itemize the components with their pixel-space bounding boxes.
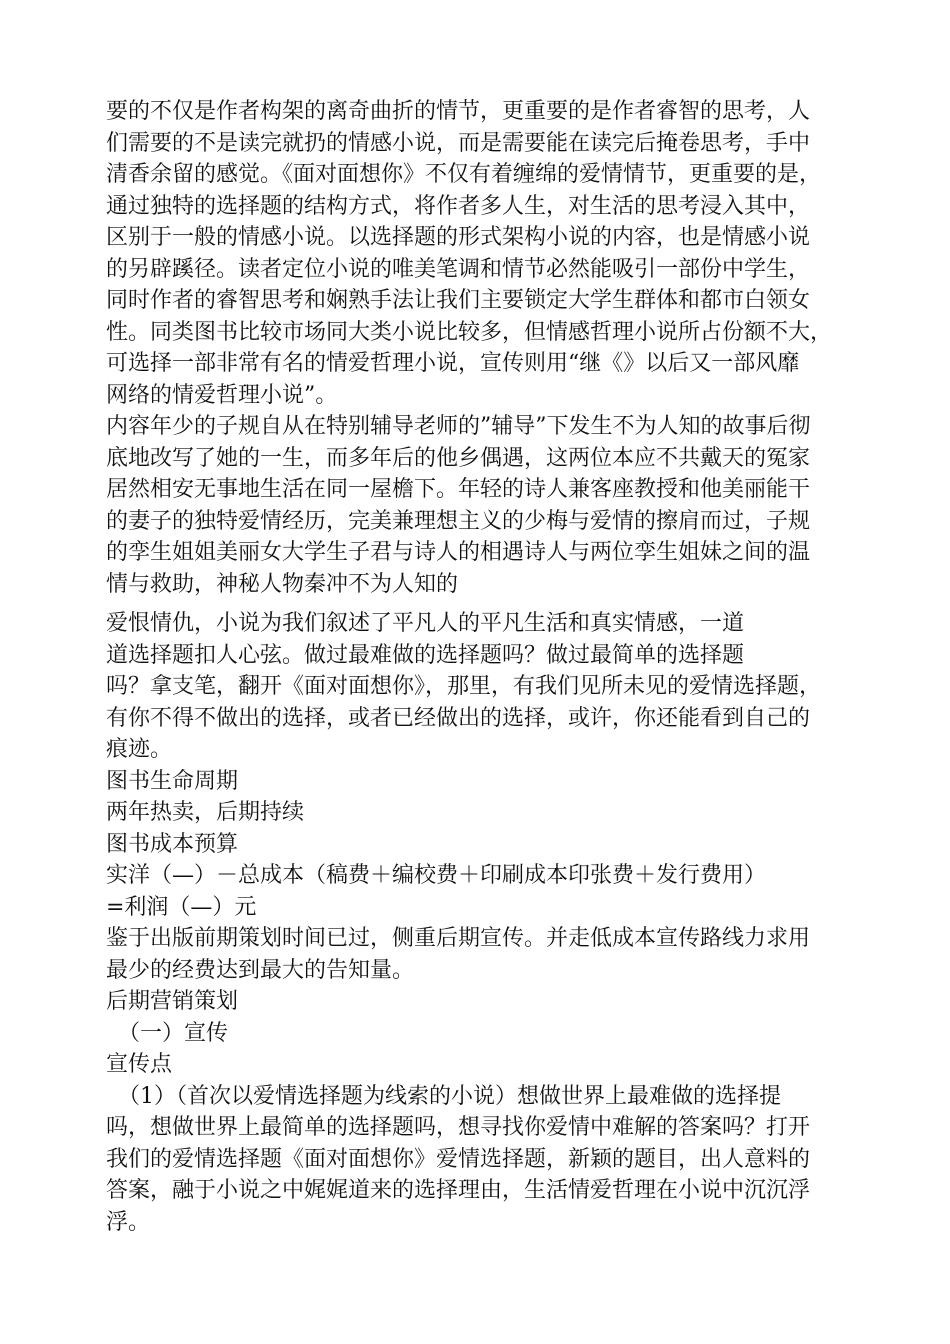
budget-heading: 图书成本预算 — [106, 831, 239, 857]
text-line: 性。同类图书比较市场同大类小说比较多，但情感哲理小说所占份额不大， — [106, 319, 833, 345]
text-line: 要的不仅是作者构架的离奇曲折的情节，更重要的是作者睿智的思考，人 — [106, 99, 811, 124]
text-line: 通过独特的选择题的结构方式，将作者多人生，对生活的思考浸入其中， — [106, 193, 811, 219]
text-line: 鉴于出版前期策划时间已过，侧重后期宣传。并走低成本宣传路线力求用 — [106, 926, 811, 951]
text-line: 吗，想做世界上最简单的选择题吗，想寻找你爱情中难解的答案吗？打开 — [106, 1115, 811, 1140]
text-line: 我们的爱情选择题《面对面想你》爱情选择题，新颖的题目，出人意料的 — [106, 1146, 811, 1172]
paragraph-reader-positioning — [106, 96, 906, 411]
document-page — [106, 96, 906, 1238]
text-line: 痕迹。 — [106, 737, 173, 762]
text-line: 爱恨情仇，小说为我们叙述了平凡人的平凡生活和真实情感，一道 — [106, 611, 745, 636]
text-line: 居然相安无事地生活在同一屋檐下。年轻的诗人兼客座教授和他美丽能干 — [106, 477, 811, 502]
text-line: 有你不得不做出的选择，或者已经做出的选择，或许，你还能看到自己的 — [106, 705, 811, 731]
text-line: 情与救助，神秘人物秦冲不为人知的 — [106, 571, 459, 597]
text-line: 底地改写了她的一生，而多年后的他乡偶遇，这两位本应不共戴天的冤家 — [106, 445, 811, 471]
text-line: 可选择一部非常有名的情爱哲理小说，宣传则用“继《》以后又一部风靡 — [106, 351, 800, 376]
text-line: 清香余留的感觉。《面对面想你》不仅有着缠绵的爱情情节，更重要的是， — [106, 162, 822, 187]
promo-points-heading: 宣传点 — [106, 1052, 173, 1077]
text-line: 道选择题扣人心弦。做过最难做的选择题吗？做过最简单的选择题 — [106, 642, 745, 668]
lifecycle-text: 两年热卖，后期持续 — [106, 800, 305, 825]
text-line: 的妻子的独特爱情经历，完美兼理想主义的少梅与爱情的擦肩而过，子规 — [106, 508, 811, 534]
text-line: 网络的情爱哲理小说”。 — [106, 382, 338, 408]
text-line: 吗？拿支笔，翻开《面对面想你》，那里，有我们见所未见的爱情选择题， — [106, 674, 822, 699]
text-line: 答案，融于小说之中娓娓道来的选择理由，生活情爱哲理在小说中沉沉浮 — [106, 1178, 811, 1203]
promo-point-1 — [106, 1081, 906, 1239]
text-line: 们需要的不是读完就扔的情感小说，而是需要能在读完后掩卷思考，手中 — [106, 130, 811, 156]
text-line: 最少的经费达到最大的告知量。 — [106, 957, 415, 983]
text-line: 的孪生姐姐美丽女大学生子君与诗人的相遇诗人与两位孪生姐妹之间的温 — [106, 540, 811, 565]
paragraph-content-continued — [106, 608, 906, 766]
text-line: 同时作者的睿智思考和娴熟手法让我们主要锁定大学生群体和都市白领女 — [106, 288, 811, 313]
promo-section-heading: （一）宣传 — [118, 1020, 229, 1046]
marketing-heading: 后期营销策划 — [106, 989, 239, 1014]
paragraph-content-summary — [106, 411, 906, 600]
text-line: 区别于一般的情感小说。以选择题的形式架构小说的内容，也是情感小说 — [106, 225, 811, 250]
paragraph-strategy — [106, 923, 906, 986]
budget-formula-result: =利润（—）元 — [106, 894, 257, 920]
text-line: 内容年少的子规自从在特别辅导老师的”辅导”下发生不为人知的故事后彻 — [106, 414, 811, 439]
text-line: 的另辟蹊径。读者定位小说的唯美笔调和情节必然能吸引一部份中学生， — [106, 256, 811, 282]
text-line: 浮。 — [106, 1209, 151, 1235]
lifecycle-heading: 图书生命周期 — [106, 768, 239, 794]
budget-formula-line: 实洋（—）－总成本（稿费＋编校费＋印刷成本印张费＋发行费用） — [106, 863, 767, 888]
text-line: （1）（首次以爱情选择题为线索的小说）想做世界上最难做的选择提 — [118, 1083, 781, 1109]
